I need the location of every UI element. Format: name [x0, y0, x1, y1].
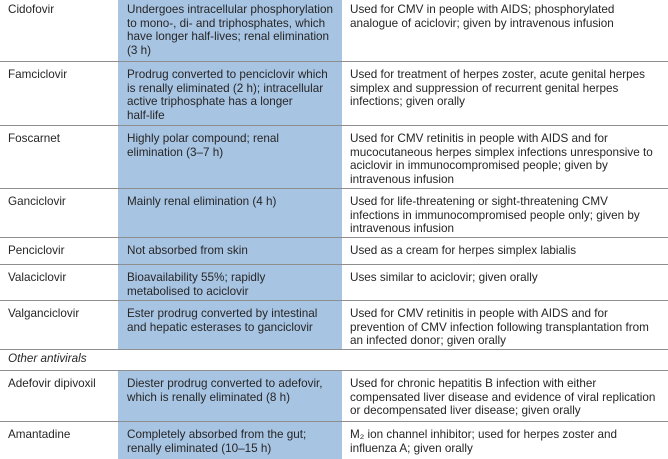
uses-line: intravenous infusion — [350, 222, 454, 236]
table-row-valganciclovir — [0, 301, 668, 350]
uses-cell — [342, 189, 668, 237]
table-row-amantadine — [0, 422, 668, 459]
pharmacokinetics-line: elimination (3–7 h) — [127, 145, 224, 159]
pharmacokinetics-line: renally eliminated (10–15 h) — [127, 441, 272, 455]
pharmacokinetics-line: (3 h) — [127, 43, 152, 57]
uses-line: Uses similar to aciclovir; given orally — [350, 271, 538, 284]
drug-name: Famciclovir — [8, 68, 68, 81]
drug-name-cell — [0, 265, 118, 300]
pharmacokinetics-line: and hepatic esterases to ganciclovir — [127, 320, 313, 334]
table-row-valaciclovir — [0, 265, 668, 301]
uses-cell — [342, 126, 668, 188]
uses-line: aciclovir in immunocompromised people; given by — [350, 159, 608, 173]
pharmacokinetics-line: have longer half-lives; renal elimination — [127, 30, 330, 44]
uses-line: Used for chronic hepatitis B infection with either — [350, 377, 597, 390]
uses-line: an infected donor; given orally — [350, 334, 506, 348]
table-row-adefovir-dipivoxil — [0, 371, 668, 422]
section-heading-row — [0, 350, 668, 371]
pharmacokinetics-cell — [118, 0, 342, 61]
pharmacokinetics-line: Mainly renal elimination (4 h) — [127, 195, 277, 208]
pharmacokinetics-cell — [118, 126, 342, 188]
pharmacokinetics-line: metabolised to aciclovir — [127, 284, 249, 298]
uses-line: mucocutaneous herpes simplex infections unresponsive to — [350, 145, 653, 159]
table-row-ganciclovir — [0, 189, 668, 238]
drug-name-cell — [0, 126, 118, 188]
pharmacokinetics-line: to mono-, di- and triphosphates, which — [127, 16, 326, 30]
pharmacokinetics-cell — [118, 238, 342, 264]
pharmacokinetics-cell — [118, 301, 342, 349]
uses-cell — [342, 371, 668, 421]
drug-name: Ganciclovir — [8, 195, 66, 208]
drug-name-cell — [0, 371, 118, 421]
section-heading: Other antivirals — [8, 352, 87, 365]
drug-name-cell — [0, 422, 118, 459]
pharmacokinetics-line: Diester prodrug converted to adefovir, — [127, 377, 323, 390]
uses-line: influenza A; given orally — [350, 441, 473, 455]
uses-cell — [342, 62, 668, 125]
uses-line: compensated liver disease and evidence of viral replication — [350, 390, 656, 404]
drug-name-cell — [0, 62, 118, 125]
pharmacokinetics-line: active triphosphate has a longer — [127, 95, 293, 109]
section-heading-cell — [0, 350, 668, 370]
table-row-foscarnet — [0, 126, 668, 189]
uses-line: infections in immunocompromised people only; given by — [350, 208, 640, 222]
drug-name: Valganciclovir — [8, 307, 80, 320]
uses-line: Used for CMV retinitis in people with AIDS and for — [350, 307, 608, 320]
pharmacokinetics-cell — [118, 422, 342, 459]
uses-cell — [342, 265, 668, 300]
pharmacokinetics-line: half-life — [127, 108, 165, 122]
uses-line: Used for CMV in people with AIDS; phosphorylated — [350, 3, 615, 16]
drug-name-cell — [0, 0, 118, 61]
pharmacokinetics-line: Completely absorbed from the gut; — [127, 428, 307, 441]
pharmacokinetics-cell — [118, 62, 342, 125]
uses-line: analogue of aciclovir; given by intravenous infusion — [350, 16, 614, 30]
drug-name: Adefovir dipivoxil — [8, 377, 96, 390]
uses-line: infections; given orally — [350, 95, 465, 109]
uses-line: M₂ ion channel inhibitor; used for herpes zoster and — [350, 428, 618, 441]
pharmacokinetics-cell — [118, 189, 342, 237]
pharmacokinetics-line: Not absorbed from skin — [127, 244, 248, 257]
table-row-famciclovir — [0, 62, 668, 126]
drug-name: Cidofovir — [8, 3, 55, 16]
drug-name: Valaciclovir — [8, 271, 67, 284]
uses-cell — [342, 422, 668, 459]
uses-cell — [342, 301, 668, 349]
uses-cell — [342, 0, 668, 61]
uses-line: Used as a cream for herpes simplex labialis — [350, 244, 577, 257]
drug-name-cell — [0, 238, 118, 264]
pharmacokinetics-line: Undergoes intracellular phosphorylation — [127, 3, 333, 16]
pharmacokinetics-line: which is renally eliminated (8 h) — [127, 390, 291, 404]
drug-name: Penciclovir — [8, 244, 65, 257]
drug-name-cell — [0, 301, 118, 349]
pharmacokinetics-line: Prodrug converted to penciclovir which — [127, 68, 328, 81]
pharmacokinetics-line: Ester prodrug converted by intestinal — [127, 307, 318, 320]
uses-line: Used for life-threatening or sight-threatening CMV — [350, 195, 608, 208]
table-row-cidofovir — [0, 0, 668, 62]
drug-name: Foscarnet — [8, 132, 60, 145]
drug-name: Amantadine — [8, 428, 71, 441]
uses-cell — [342, 238, 668, 264]
pharmacokinetics-line: Bioavailability 55%; rapidly — [127, 271, 266, 284]
uses-line: simplex and suppression of recurrent genital herpes — [350, 81, 619, 95]
drug-name-cell — [0, 189, 118, 237]
uses-line: Used for treatment of herpes zoster, acute genital herpes — [350, 68, 645, 81]
pharmacokinetics-line: Highly polar compound; renal — [127, 132, 280, 145]
uses-line: intravenous infusion — [350, 172, 454, 186]
pharmacokinetics-line: is renally eliminated (2 h); intracellular — [127, 81, 324, 95]
uses-line: Used for CMV retinitis in people with AIDS and for — [350, 132, 608, 145]
pharmacokinetics-cell — [118, 265, 342, 300]
table-row-penciclovir — [0, 238, 668, 265]
uses-line: prevention of CMV infection following transplantation from — [350, 320, 649, 334]
pharmacokinetics-cell — [118, 371, 342, 421]
uses-line: or decompensated liver disease; given orally — [350, 404, 581, 418]
